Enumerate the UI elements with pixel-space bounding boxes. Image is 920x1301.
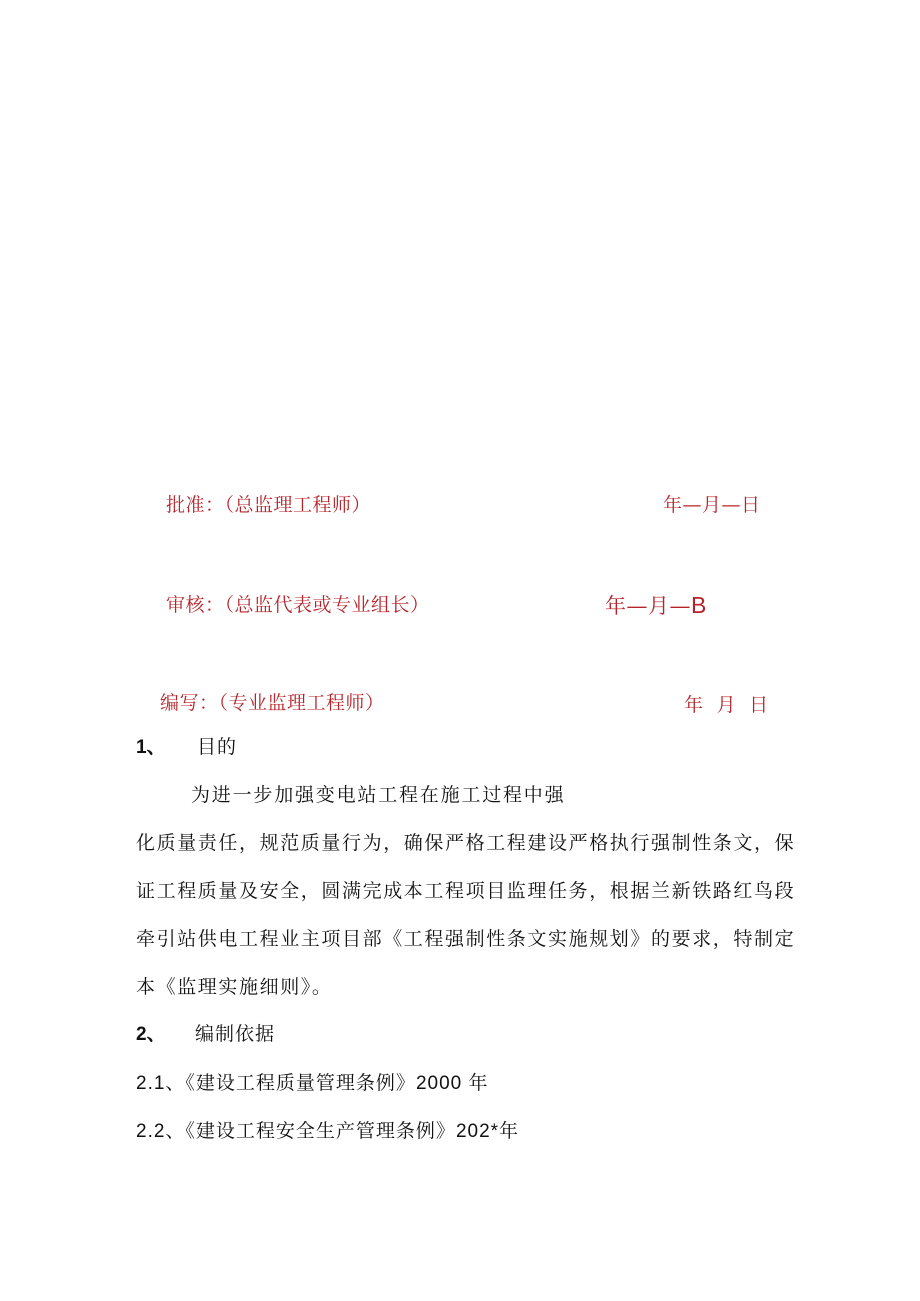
approve-date: 年—月—日 — [663, 494, 761, 516]
basis-item-text: 《建设工程质量管理条例》 — [185, 1072, 416, 1094]
basis-item-2-2 — [136, 1116, 519, 1143]
compile-date: 年 月 日 — [684, 694, 769, 716]
paragraph-line: 化质量责任，规范质量行为，确保严格工程建设严格执行强制性条文，保 — [136, 832, 796, 854]
section-1-number: 1、 — [136, 737, 166, 758]
basis-item-number: 2.2、 — [136, 1121, 186, 1142]
approve-label: 批准：（总监理工程师） — [166, 494, 372, 516]
section-1-title: 目的 — [197, 736, 238, 758]
basis-item-text: 《建设工程安全生产管理条例》 — [185, 1120, 456, 1142]
basis-item-2-1 — [136, 1068, 488, 1095]
basis-item-year: 2000 年 — [415, 1073, 489, 1094]
section-2-title: 编制依据 — [195, 1023, 276, 1045]
paragraph-line: 证工程质量及安全，圆满完成本工程项目监理任务，根据兰新铁路红鸟段 — [136, 880, 796, 902]
paragraph-line: 本《监理实施细则》。 — [136, 976, 333, 998]
basis-item-year: 202*年 — [455, 1121, 520, 1142]
basis-item-number: 2.1、 — [136, 1073, 186, 1094]
paragraph-line: 为进一步加强变电站工程在施工过程中强 — [191, 784, 566, 806]
paragraph-line: 牵引站供电工程业主项目部《工程强制性条文实施规划》的要求，特制定 — [136, 928, 796, 950]
review-label: 审核：（总监代表或专业组长） — [166, 594, 430, 616]
review-date-suffix: B — [691, 592, 707, 618]
compile-label: 编写：（专业监理工程师） — [160, 692, 385, 714]
review-date-prefix: 年—月— — [605, 594, 691, 618]
section-2-number: 2、 — [136, 1024, 166, 1045]
review-date — [605, 590, 707, 620]
